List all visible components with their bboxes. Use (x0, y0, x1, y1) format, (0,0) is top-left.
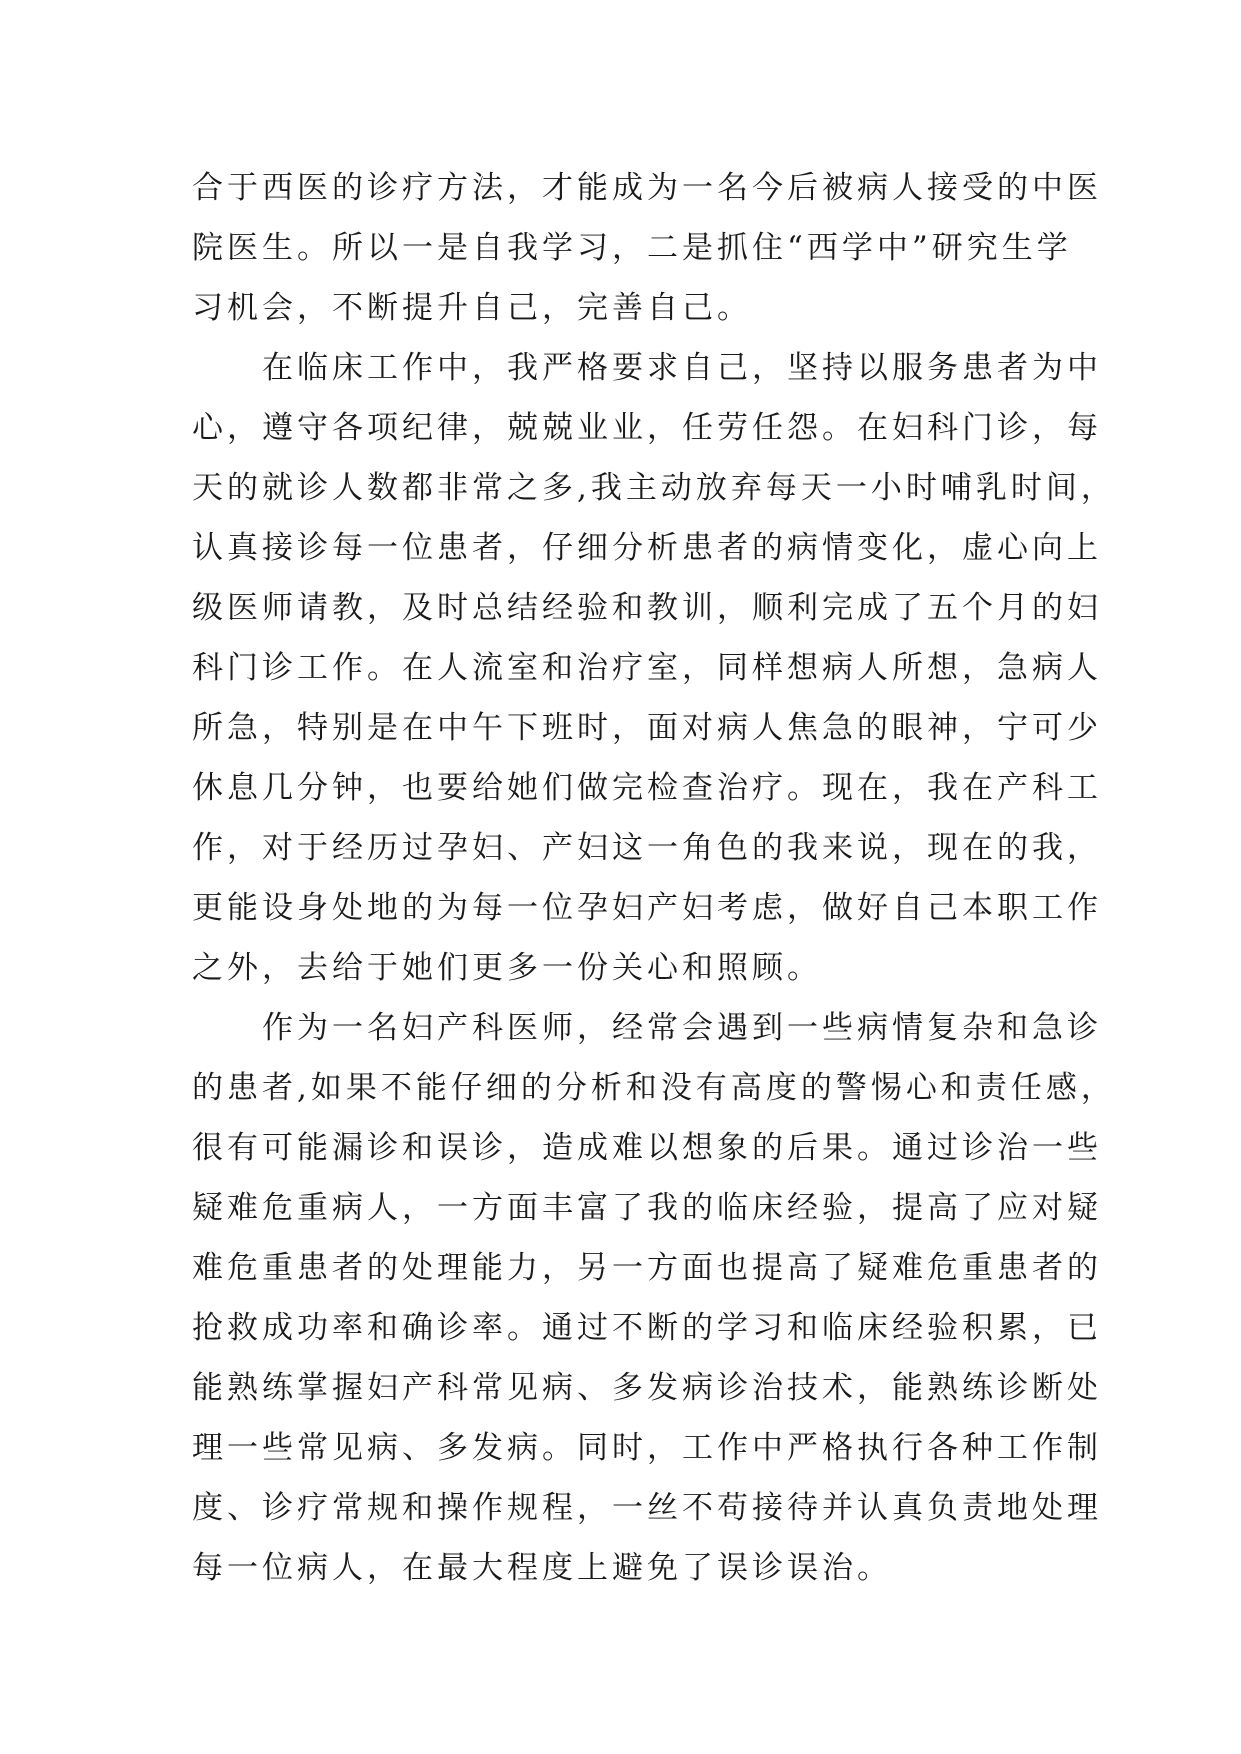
text-line: 所急，特别是在中午下班时，面对病人焦急的眼神，宁可少 (192, 710, 1102, 746)
text-line: 习机会，不断提升自己，完善自己。 (192, 290, 752, 326)
text-line: 心，遵守各项纪律，兢兢业业，任劳任怨。在妇科门诊，每 (192, 410, 1102, 446)
text-line: 休息几分钟，也要给她们做完检查治疗。现在，我在产科工 (192, 770, 1102, 806)
text-line: 之外，去给于她们更多一份关心和照顾。 (192, 950, 822, 986)
text-line: 在临床工作中，我严格要求自己，坚持以服务患者为中 (192, 350, 1102, 386)
text-line: 认真接诊每一位患者，仔细分析患者的病情变化，虚心向上 (192, 530, 1102, 566)
text-line: 科门诊工作。在人流室和治疗室，同样想病人所想，急病人 (192, 650, 1102, 686)
text-line: 更能设身处地的为每一位孕妇产妇考虑，做好自己本职工作 (192, 890, 1102, 926)
body-text (192, 158, 1116, 1598)
text-line: 作，对于经历过孕妇、产妇这一角色的我来说，现在的我， (192, 830, 1102, 866)
text-line: 理一些常见病、多发病。同时，工作中严格执行各种工作制 (192, 1430, 1102, 1466)
text-line: 能熟练掌握妇产科常见病、多发病诊治技术，能熟练诊断处 (192, 1370, 1102, 1406)
text-line: 作为一名妇产科医师，经常会遇到一些病情复杂和急诊 (192, 1010, 1102, 1046)
text-line: 院医生。所以一是自我学习，二是抓住“西学中”研究生学 (192, 230, 1072, 266)
text-line: 合于西医的诊疗方法，才能成为一名今后被病人接受的中医 (192, 170, 1102, 206)
text-line: 每一位病人，在最大程度上避免了误诊误治。 (192, 1550, 892, 1586)
text-line: 级医师请教，及时总结经验和教训，顺利完成了五个月的妇 (192, 590, 1102, 626)
text-line: 天的就诊人数都非常之多,我主动放弃每天一小时哺乳时间， (192, 470, 1116, 506)
text-line: 度、诊疗常规和操作规程，一丝不苟接待并认真负责地处理 (192, 1490, 1102, 1526)
text-line: 疑难危重病人，一方面丰富了我的临床经验，提高了应对疑 (192, 1190, 1102, 1226)
text-line: 的患者,如果不能仔细的分析和没有高度的警惕心和责任感， (192, 1070, 1116, 1106)
text-line: 很有可能漏诊和误诊，造成难以想象的后果。通过诊治一些 (192, 1130, 1102, 1166)
text-line: 抢救成功率和确诊率。通过不断的学习和临床经验积累，已 (192, 1310, 1102, 1346)
text-line: 难危重患者的处理能力，另一方面也提高了疑难危重患者的 (192, 1250, 1102, 1286)
